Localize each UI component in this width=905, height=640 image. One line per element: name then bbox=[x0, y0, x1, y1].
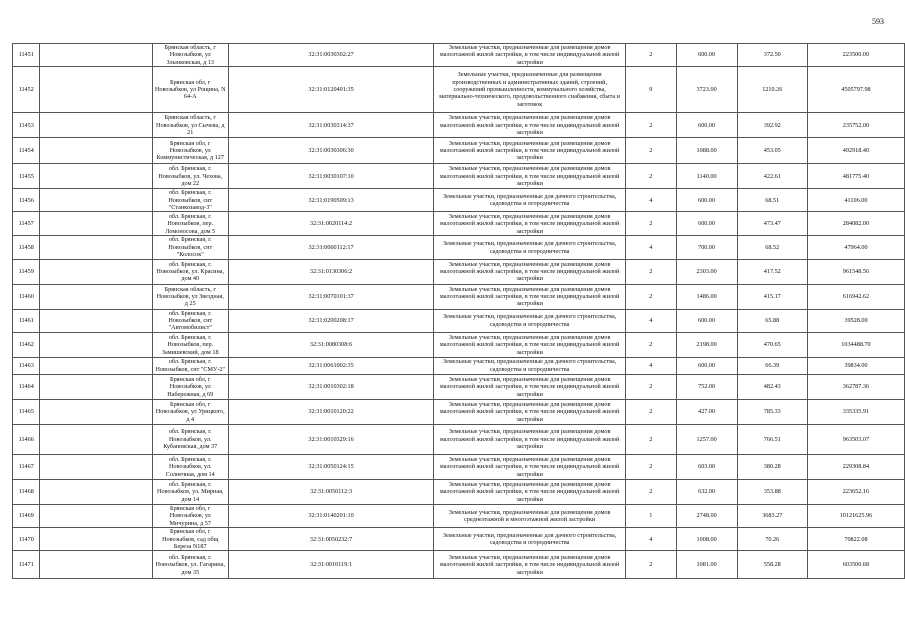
specific-value-cell: 766.51 bbox=[737, 424, 807, 454]
spacer-cell bbox=[40, 528, 152, 551]
spacer-cell bbox=[40, 551, 152, 579]
row-number-cell: 11466 bbox=[13, 424, 40, 454]
cadastral-number-cell: 32:31:0050124:15 bbox=[228, 454, 433, 479]
land-use-cell: Земельные участки, предназначенные для размещения домов малоэтажной жилой застройки, в том числе индивидуальной жилой застройки bbox=[434, 164, 626, 189]
specific-value-cell: 417.52 bbox=[737, 259, 807, 284]
area-cell: 2303.00 bbox=[676, 259, 737, 284]
cadastral-value-cell: 1034488.70 bbox=[807, 332, 904, 357]
use-group-cell: 2 bbox=[626, 374, 676, 399]
table-row bbox=[13, 284, 905, 309]
area-cell: 632.00 bbox=[676, 479, 737, 504]
area-cell: 600.00 bbox=[676, 309, 737, 332]
row-number-cell: 11461 bbox=[13, 309, 40, 332]
land-use-cell: Земельные участки, предназначенные для размещения домов малоэтажной жилой застройки, в том числе индивидуальной жилой застройки bbox=[434, 551, 626, 579]
cadastral-value-cell: 47964.00 bbox=[807, 236, 904, 259]
table-row bbox=[13, 332, 905, 357]
cadastral-value-cell: 39528.00 bbox=[807, 309, 904, 332]
area-cell: 600.00 bbox=[676, 212, 737, 236]
table-row bbox=[13, 212, 905, 236]
table-row bbox=[13, 164, 905, 189]
land-use-cell: Земельные участки, предназначенные для дачного строительства, садоводства и огородничества bbox=[434, 357, 626, 374]
land-use-cell: Земельные участки, предназначенные для размещения домов малоэтажной жилой застройки, в том числе индивидуальной жилой застройки bbox=[434, 284, 626, 309]
land-use-cell: Земельные участки, предназначенные для размещения домов малоэтажной жилой застройки, в том числе индивидуальной жилой застройки bbox=[434, 113, 626, 138]
spacer-cell bbox=[40, 212, 152, 236]
table-row bbox=[13, 399, 905, 424]
table-row bbox=[13, 454, 905, 479]
land-use-cell: Земельные участки, предназначенные для размещения домов среднеэтажной и многоэтажной жилой застройки bbox=[434, 504, 626, 527]
cadastral-value-cell: 362787.36 bbox=[807, 374, 904, 399]
spacer-cell bbox=[40, 138, 152, 164]
row-number-cell: 11457 bbox=[13, 212, 40, 236]
specific-value-cell: 353.88 bbox=[737, 479, 807, 504]
specific-value-cell: 785.33 bbox=[737, 399, 807, 424]
cadastral-number-cell: 32:31:0061002:35 bbox=[228, 357, 433, 374]
cadastral-value-cell: 961548.56 bbox=[807, 259, 904, 284]
row-number-cell: 11453 bbox=[13, 113, 40, 138]
table-row bbox=[13, 236, 905, 259]
cadastral-number-cell: 32:31:0130306:2 bbox=[228, 259, 433, 284]
row-number-cell: 11452 bbox=[13, 67, 40, 113]
use-group-cell: 2 bbox=[626, 454, 676, 479]
use-group-cell: 2 bbox=[626, 479, 676, 504]
cadastral-number-cell: 32:31:0140201:10 bbox=[228, 504, 433, 527]
cadastral-number-cell: 32:31:0070101:37 bbox=[228, 284, 433, 309]
table-row bbox=[13, 504, 905, 527]
cadastral-value-cell: 284082.00 bbox=[807, 212, 904, 236]
address-cell: Брянская обл, г Новозыбков, ул Мичурина, д 57 bbox=[152, 504, 228, 527]
address-cell: Брянская область, г Новозыбков, ул Сычева, д 21 bbox=[152, 113, 228, 138]
address-cell: Брянская обл, г Новозыбков, сад общ Береза N187 bbox=[152, 528, 228, 551]
land-use-cell: Земельные участки, предназначенные для размещения домов малоэтажной жилой застройки, в том числе индивидуальной жилой застройки bbox=[434, 212, 626, 236]
spacer-cell bbox=[40, 399, 152, 424]
land-use-cell: Земельные участки, предназначенные для дачного строительства, садоводства и огородничества bbox=[434, 236, 626, 259]
land-use-cell: Земельные участки, предназначенные для размещения домов малоэтажной жилой застройки, в том числе индивидуальной жилой застройки bbox=[434, 138, 626, 164]
area-cell: 600.00 bbox=[676, 357, 737, 374]
specific-value-cell: 1210.26 bbox=[737, 67, 807, 113]
specific-value-cell: 68.51 bbox=[737, 189, 807, 212]
address-cell: Брянская обл, г Новозыбков, ул Набережная, д 69 bbox=[152, 374, 228, 399]
specific-value-cell: 422.61 bbox=[737, 164, 807, 189]
cadastral-value-cell: 603500.68 bbox=[807, 551, 904, 579]
table-row bbox=[13, 309, 905, 332]
land-use-cell: Земельные участки, предназначенные для размещения домов малоэтажной жилой застройки, в том числе индивидуальной жилой застройки bbox=[434, 454, 626, 479]
address-cell: обл. Брянская, г. Новозыбков, ул. Солнечная, дом 14 bbox=[152, 454, 228, 479]
area-cell: 1088.00 bbox=[676, 138, 737, 164]
spacer-cell bbox=[40, 259, 152, 284]
row-number-cell: 11465 bbox=[13, 399, 40, 424]
area-cell: 1081.00 bbox=[676, 551, 737, 579]
land-use-cell: Земельные участки, предназначенные для дачного строительства, садоводства и огородничества bbox=[434, 309, 626, 332]
cadastral-value-cell: 70822.08 bbox=[807, 528, 904, 551]
address-cell: обл. Брянская, г. Новозыбков, ул. Гагарина, дом 35 bbox=[152, 551, 228, 579]
use-group-cell: 2 bbox=[626, 44, 676, 67]
use-group-cell: 2 bbox=[626, 212, 676, 236]
land-use-cell: Земельные участки, предназначенные для размещения домов малоэтажной жилой застройки, в том числе индивидуальной жилой застройки bbox=[434, 259, 626, 284]
table-row bbox=[13, 479, 905, 504]
area-cell: 700.00 bbox=[676, 236, 737, 259]
specific-value-cell: 68.52 bbox=[737, 236, 807, 259]
use-group-cell: 9 bbox=[626, 67, 676, 113]
cadastral-number-cell: 32:31:0030302:27 bbox=[228, 44, 433, 67]
cadastral-number-cell: 32:31:0200208:17 bbox=[228, 309, 433, 332]
spacer-cell bbox=[40, 424, 152, 454]
specific-value-cell: 470.65 bbox=[737, 332, 807, 357]
row-number-cell: 11467 bbox=[13, 454, 40, 479]
row-number-cell: 11468 bbox=[13, 479, 40, 504]
specific-value-cell: 70.26 bbox=[737, 528, 807, 551]
cadastral-number-cell: 32:31:0010120:22 bbox=[228, 399, 433, 424]
address-cell: Брянская обл, г Новозыбков, ул Рощина, N 64-А bbox=[152, 67, 228, 113]
address-cell: Брянская область, г Новозыбков, ул Злынковская, д 13 bbox=[152, 44, 228, 67]
spacer-cell bbox=[40, 357, 152, 374]
specific-value-cell: 558.28 bbox=[737, 551, 807, 579]
specific-value-cell: 380.28 bbox=[737, 454, 807, 479]
page-number: 593 bbox=[872, 17, 884, 26]
spacer-cell bbox=[40, 236, 152, 259]
use-group-cell: 4 bbox=[626, 528, 676, 551]
spacer-cell bbox=[40, 189, 152, 212]
cadastral-number-cell: 32:31:0010302:18 bbox=[228, 374, 433, 399]
address-cell: обл. Брянская, г. Новозыбков, ул. Красина, дом 40 bbox=[152, 259, 228, 284]
cadastral-value-cell: 235752.00 bbox=[807, 113, 904, 138]
land-use-cell: Земельные участки, предназначенные для размещения домов малоэтажной жилой застройки, в том числе индивидуальной жилой застройки bbox=[434, 332, 626, 357]
specific-value-cell: 415.17 bbox=[737, 284, 807, 309]
land-use-cell: Земельные участки, предназначенные для размещения домов малоэтажной жилой застройки, в том числе индивидуальной жилой застройки bbox=[434, 44, 626, 67]
cadastral-number-cell: 32:31:0190509:13 bbox=[228, 189, 433, 212]
cadastral-number-cell: 32:31:0030306:30 bbox=[228, 138, 433, 164]
use-group-cell: 2 bbox=[626, 284, 676, 309]
specific-value-cell: 392.92 bbox=[737, 113, 807, 138]
land-use-cell: Земельные участки, предназначенные для размещения домов малоэтажной жилой застройки, в том числе индивидуальной жилой застройки bbox=[434, 374, 626, 399]
specific-value-cell: 66.39 bbox=[737, 357, 807, 374]
cadastral-value-cell: 41106.00 bbox=[807, 189, 904, 212]
use-group-cell: 2 bbox=[626, 164, 676, 189]
row-number-cell: 11458 bbox=[13, 236, 40, 259]
use-group-cell: 2 bbox=[626, 138, 676, 164]
land-use-cell: Земельные участки, предназначенные для дачного строительства, садоводства и огородничества bbox=[434, 189, 626, 212]
use-group-cell: 2 bbox=[626, 551, 676, 579]
specific-value-cell: 453.05 bbox=[737, 138, 807, 164]
specific-value-cell: 473.47 bbox=[737, 212, 807, 236]
use-group-cell: 1 bbox=[626, 504, 676, 527]
use-group-cell: 4 bbox=[626, 236, 676, 259]
spacer-cell bbox=[40, 284, 152, 309]
address-cell: обл. Брянская, г. Новозыбков, ул. Чехова, дом 22 bbox=[152, 164, 228, 189]
cadastral-number-cell: 32:31:0050232:7 bbox=[228, 528, 433, 551]
cadastral-number-cell: 32:31:0020114:2 bbox=[228, 212, 433, 236]
address-cell: обл. Брянская, г. Новозыбков, ул. Мирная, дом 14 bbox=[152, 479, 228, 504]
land-registry-table bbox=[12, 43, 905, 579]
spacer-cell bbox=[40, 332, 152, 357]
address-cell: обл. Брянская, г. Новозыбков, снт "Колосок" bbox=[152, 236, 228, 259]
cadastral-number-cell: 32:31:0120401:35 bbox=[228, 67, 433, 113]
cadastral-value-cell: 10121625.96 bbox=[807, 504, 904, 527]
specific-value-cell: 482.43 bbox=[737, 374, 807, 399]
row-number-cell: 11469 bbox=[13, 504, 40, 527]
cadastral-number-cell: 32:31:0030107:10 bbox=[228, 164, 433, 189]
row-number-cell: 11463 bbox=[13, 357, 40, 374]
spacer-cell bbox=[40, 67, 152, 113]
use-group-cell: 4 bbox=[626, 357, 676, 374]
address-cell: обл. Брянская, г. Новозыбков, снт "СМУ-2" bbox=[152, 357, 228, 374]
area-cell: 1257.00 bbox=[676, 424, 737, 454]
cadastral-value-cell: 229308.84 bbox=[807, 454, 904, 479]
land-use-cell: Земельные участки, предназначенные для размещения домов малоэтажной жилой застройки, в том числе индивидуальной жилой застройки bbox=[434, 424, 626, 454]
row-number-cell: 11454 bbox=[13, 138, 40, 164]
table-row bbox=[13, 259, 905, 284]
land-use-cell: Земельные участки, предназначенные для дачного строительства, садоводства и огородничества bbox=[434, 528, 626, 551]
row-number-cell: 11459 bbox=[13, 259, 40, 284]
area-cell: 600.00 bbox=[676, 189, 737, 212]
row-number-cell: 11451 bbox=[13, 44, 40, 67]
address-cell: Брянская область, г Новозыбков, ул Звездная, д 25 bbox=[152, 284, 228, 309]
cadastral-number-cell: 32:31:0050112:3 bbox=[228, 479, 433, 504]
table-row bbox=[13, 189, 905, 212]
use-group-cell: 2 bbox=[626, 399, 676, 424]
specific-value-cell: 65.88 bbox=[737, 309, 807, 332]
spacer-cell bbox=[40, 454, 152, 479]
land-use-cell: Земельные участки, предназначенные для размещения производственных и административных зданий, строений, сооружений промышленности, коммунального хозяйства, материально-технического, продовольственного снабжения, сбыта и заготовок bbox=[434, 67, 626, 113]
cadastral-number-cell: 32:31:0010329:16 bbox=[228, 424, 433, 454]
use-group-cell: 2 bbox=[626, 113, 676, 138]
table-row bbox=[13, 44, 905, 67]
cadastral-number-cell: 32:31:0080308:6 bbox=[228, 332, 433, 357]
row-number-cell: 11462 bbox=[13, 332, 40, 357]
specific-value-cell: 372.50 bbox=[737, 44, 807, 67]
cadastral-value-cell: 963503.07 bbox=[807, 424, 904, 454]
area-cell: 1486.00 bbox=[676, 284, 737, 309]
row-number-cell: 11464 bbox=[13, 374, 40, 399]
table-row bbox=[13, 424, 905, 454]
spacer-cell bbox=[40, 309, 152, 332]
table-row bbox=[13, 528, 905, 551]
use-group-cell: 2 bbox=[626, 332, 676, 357]
cadastral-value-cell: 39834.00 bbox=[807, 357, 904, 374]
row-number-cell: 11471 bbox=[13, 551, 40, 579]
table-row bbox=[13, 138, 905, 164]
address-cell: обл. Брянская, г. Новозыбков, пер. Замишевский, дом 18 bbox=[152, 332, 228, 357]
cadastral-value-cell: 492918.40 bbox=[807, 138, 904, 164]
specific-value-cell: 3683.27 bbox=[737, 504, 807, 527]
area-cell: 1140.00 bbox=[676, 164, 737, 189]
spacer-cell bbox=[40, 164, 152, 189]
row-number-cell: 11470 bbox=[13, 528, 40, 551]
land-use-cell: Земельные участки, предназначенные для размещения домов малоэтажной жилой застройки, в том числе индивидуальной жилой застройки bbox=[434, 399, 626, 424]
area-cell: 3723.00 bbox=[676, 67, 737, 113]
area-cell: 603.00 bbox=[676, 454, 737, 479]
area-cell: 1008.00 bbox=[676, 528, 737, 551]
area-cell: 752.00 bbox=[676, 374, 737, 399]
table-row bbox=[13, 551, 905, 579]
spacer-cell bbox=[40, 374, 152, 399]
cadastral-value-cell: 4505797.98 bbox=[807, 67, 904, 113]
area-cell: 427.00 bbox=[676, 399, 737, 424]
cadastral-value-cell: 616942.62 bbox=[807, 284, 904, 309]
spacer-cell bbox=[40, 113, 152, 138]
area-cell: 2198.00 bbox=[676, 332, 737, 357]
use-group-cell: 4 bbox=[626, 309, 676, 332]
address-cell: обл. Брянская, г. Новозыбков, снт "Станкозавод-3" bbox=[152, 189, 228, 212]
cadastral-number-cell: 32:31:0030314:37 bbox=[228, 113, 433, 138]
table-row bbox=[13, 113, 905, 138]
address-cell: обл. Брянская, г. Новозыбков, ул. Кубановская, дом 37 bbox=[152, 424, 228, 454]
cadastral-number-cell: 32:31:0010119:1 bbox=[228, 551, 433, 579]
area-cell: 600.00 bbox=[676, 113, 737, 138]
spacer-cell bbox=[40, 479, 152, 504]
table-row bbox=[13, 357, 905, 374]
spacer-cell bbox=[40, 504, 152, 527]
area-cell: 600.00 bbox=[676, 44, 737, 67]
spacer-cell bbox=[40, 44, 152, 67]
cadastral-value-cell: 481775.40 bbox=[807, 164, 904, 189]
area-cell: 2748.00 bbox=[676, 504, 737, 527]
use-group-cell: 2 bbox=[626, 424, 676, 454]
cadastral-value-cell: 223500.00 bbox=[807, 44, 904, 67]
address-cell: Брянская обл, г Новозыбков, ул Урицкого, д 4 bbox=[152, 399, 228, 424]
use-group-cell: 2 bbox=[626, 259, 676, 284]
land-use-cell: Земельные участки, предназначенные для размещения домов малоэтажной жилой застройки, в том числе индивидуальной жилой застройки bbox=[434, 479, 626, 504]
row-number-cell: 11460 bbox=[13, 284, 40, 309]
row-number-cell: 11455 bbox=[13, 164, 40, 189]
row-number-cell: 11456 bbox=[13, 189, 40, 212]
address-cell: обл. Брянская, г. Новозыбков, снт "Автомобилист" bbox=[152, 309, 228, 332]
use-group-cell: 4 bbox=[626, 189, 676, 212]
cadastral-number-cell: 32:31:0060112:17 bbox=[228, 236, 433, 259]
table-row bbox=[13, 374, 905, 399]
cadastral-value-cell: 335335.91 bbox=[807, 399, 904, 424]
table-row bbox=[13, 67, 905, 113]
address-cell: обл. Брянская, г. Новозыбков, пер. Ломоносова, дом 5 bbox=[152, 212, 228, 236]
address-cell: Брянская обл, г Новозыбков, ул Коммунистическая, д 127 bbox=[152, 138, 228, 164]
cadastral-value-cell: 223652.16 bbox=[807, 479, 904, 504]
